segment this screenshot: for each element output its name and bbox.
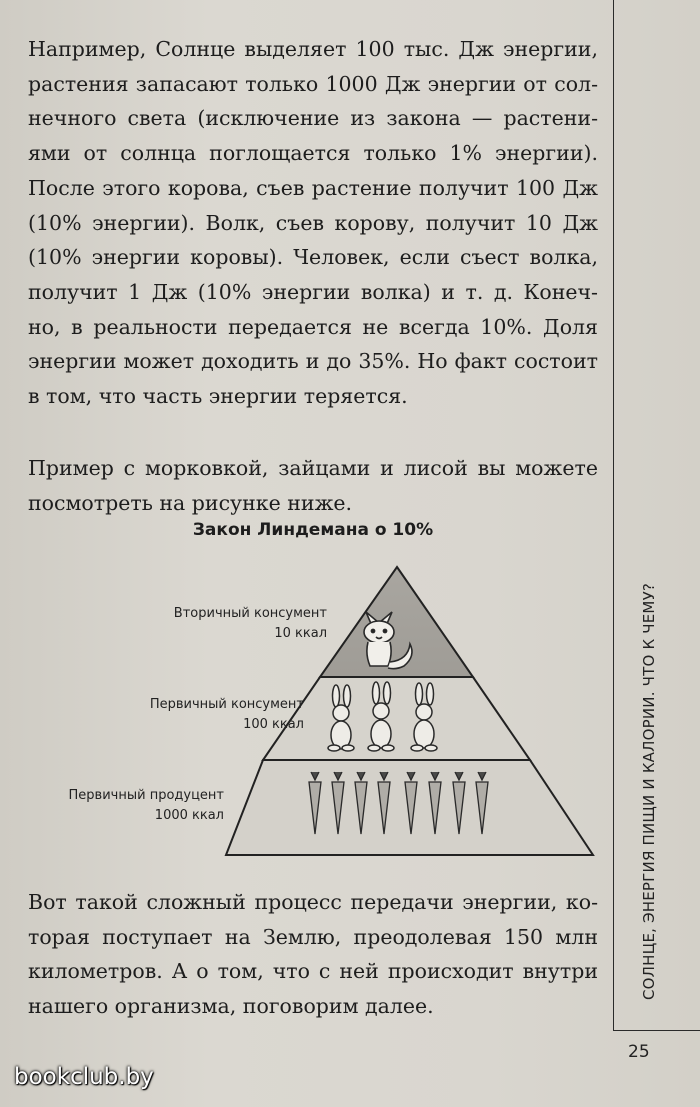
level-name: Первичный продуцент xyxy=(68,788,224,803)
page-number-rule xyxy=(613,1030,700,1031)
text-line: километров. А о том, что с ней происходит внутри xyxy=(28,959,598,984)
label-secondary-consumer xyxy=(174,604,327,644)
text-line: нечного света (исключение из закона — растени- xyxy=(28,106,598,131)
text-line: (10% энергии). Волк, съев корову, получит 10 Дж xyxy=(28,210,598,235)
text-line: энергии может доходить и до 35%. Но факт состоит xyxy=(28,349,598,374)
text-line: После этого корова, съев растение получит 100 Дж xyxy=(28,175,598,200)
text-line: в том, что часть энергии теряется. xyxy=(28,384,408,409)
text-line: Пример с морковкой, зайцами и лисой вы можете xyxy=(28,456,598,480)
watermark-text: bookclub.by xyxy=(14,1064,154,1090)
figure-title: Закон Линдемана о 10% xyxy=(192,520,434,540)
level-value: 100 ккал xyxy=(243,717,304,732)
text-line: но, в реальности передается не всегда 10%. Доля xyxy=(28,314,598,339)
chapter-running-title: СОЛНЦЕ, ЭНЕРГИЯ ПИЩИ И КАЛОРИИ. ЧТО К ЧЕМУ? xyxy=(640,582,658,1000)
paragraph-conclusion xyxy=(28,885,598,1024)
text-line: (10% энергии коровы). Человек, если съест волка, xyxy=(28,245,598,270)
text-line: Вот такой сложный процесс передачи энергии, ко- xyxy=(28,890,598,914)
text-line: торая поступает на Землю, преодолевая 150 млн xyxy=(28,924,598,949)
text-line: посмотреть на рисунке ниже. xyxy=(28,490,353,515)
level-value: 10 ккал xyxy=(274,626,327,641)
label-primary-producer xyxy=(69,786,224,826)
level-value: 1000 ккал xyxy=(154,808,224,823)
level-name: Вторичный консумент xyxy=(173,606,327,621)
page-number: 25 xyxy=(628,1042,650,1062)
label-primary-consumer xyxy=(150,695,304,735)
text-line: растения запасают только 1000 Дж энергии от сол- xyxy=(28,71,598,96)
margin-divider xyxy=(613,0,614,1030)
text-line: получит 1 Дж (10% энергии волка) и т. д. Конеч- xyxy=(28,279,598,304)
text-line: ями от солнца поглощается только 1% энергии). xyxy=(28,141,598,166)
text-line: Например, Солнце выделяет 100 тыс. Дж энергии, xyxy=(28,37,598,61)
level-name: Первичный консумент xyxy=(149,697,304,712)
text-line: нашего организма, поговорим далее. xyxy=(28,994,434,1019)
